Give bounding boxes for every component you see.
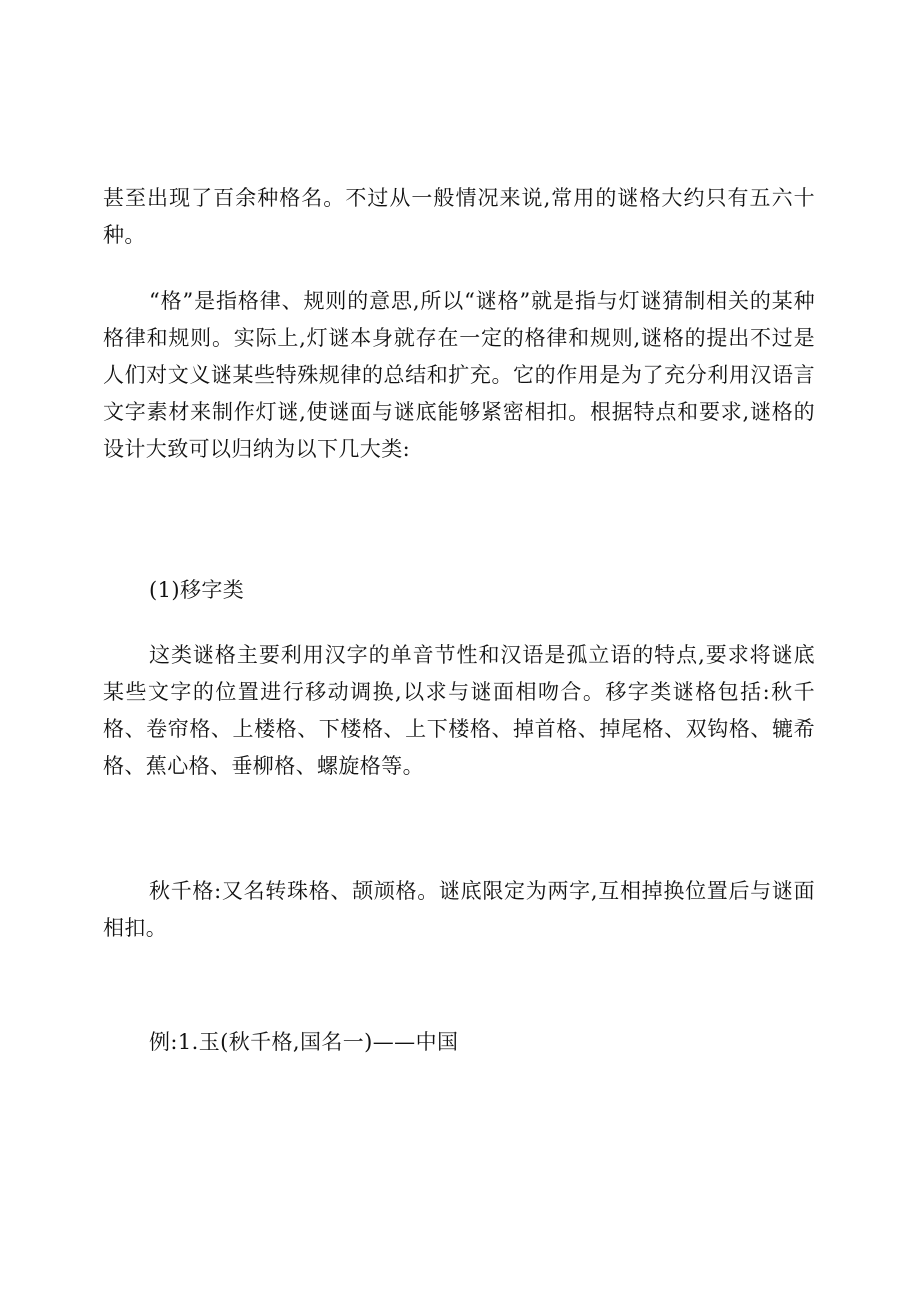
paragraph-intro-continuation: 甚至出现了百余种格名。不过从一般情况来说,常用的谜格大约只有五六十种。 bbox=[103, 186, 815, 247]
paragraph-definition: “格”是指格律、规则的意思,所以“谜格”就是指与灯谜猜制相关的某种格律和规则。实际上,灯谜本身就存在一定的格律和规则,谜格的提出不过是人们对文义谜某些特殊规律的总结和扩充。它的作用是为了充分利用汉语言文字素材来制作灯谜,使谜面与谜底能够紧密相扣。根据特点和要求,谜格的设计大致可以归纳为以下几大类: bbox=[103, 289, 815, 461]
paragraph-swing-format: 秋千格:又名转珠格、颉颃格。谜底限定为两字,互相掉换位置后与谜面相扣。 bbox=[103, 879, 815, 940]
paragraph-example: 例:1.玉(秋千格,国名一)——中国 bbox=[149, 1030, 459, 1054]
paragraph-category-description: 这类谜格主要利用汉字的单音节性和汉语是孤立语的特点,要求将谜底某些文字的位置进行移动调换,以求与谜面相吻合。移字类谜格包括:秋千格、卷帘格、上楼格、下楼格、上下楼格、掉首格、掉尾格、双钩格、辘希格、蕉心格、垂柳格、螺旋格等。 bbox=[103, 643, 815, 778]
section-heading: (1)移字类 bbox=[149, 578, 245, 602]
